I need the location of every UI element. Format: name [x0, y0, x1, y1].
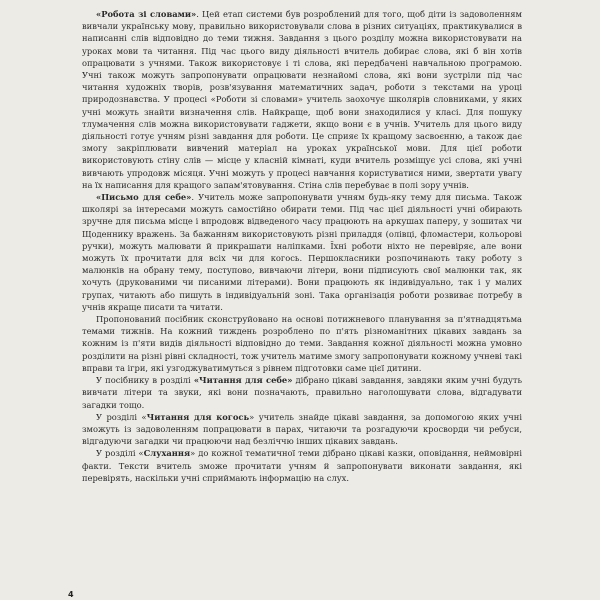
paragraph-writing-for-self	[82, 191, 522, 313]
section-title-writing-for-self: «Письмо для себе»	[96, 192, 192, 203]
paragraph-prefix: У розділі «	[96, 448, 144, 459]
section-title-word-work: «Робота зі словами»	[96, 9, 197, 19]
paragraph-text: дібрано цікаві завдання, завдяки яким учні будуть вивчати літери та звуки, які вони позначають, правильно наголошувати слова, відгадувати загадки тощо.	[82, 375, 522, 410]
paragraph-text: . Учитель може запропонувати учням будь-яку тему для письма. Також школярі за інтересами можуть самостійно обирати теми. Під час цієї діяльності учні обирають зручне для письма місце і впродовж відведеного часу працюють на аркушах паперу, у зошитах чи Щоденнику вражень. За бажанням використовують різні приладдя (олівці, фломастери, кольорові ручки), можуть малювати й прикрашати наліпками. Їхні роботи ніхто не перевіряє, але вони можуть їх прочитати для всіх чи для когось. Першокласники розпочинають таку роботу з малюнків на обрану тему, поступово, вивчаючи літери, вони підписують свої малюнки так, як хочуть (друкованими чи писаними літерами). Вони працюють як індивідуально, так і у малих групах, читають або пишуть в індивідуальній зоні. Така організація роботи розвиває потребу в учнів якраще писати та читати.	[82, 192, 522, 312]
paragraph-planning	[82, 313, 522, 374]
paragraph-text: » до кожної тематичної теми дібрано цікаві казки, оповідання, неймовірні факти. Тексти вчитель зможе прочитати учням й запропонувати виконати завдання, які перевірять, наскільки учні сприймають інформацію на слух.	[82, 448, 522, 483]
paragraph-word-work	[82, 8, 522, 191]
paragraph-text: . Цей етап системи був розроблений для того, щоб діти із задоволенням вивчали українську мову, правильно використовували слова в різних ситуаціях, практикувалися в написанні слів відповідно до теми тижня. Завдання з цього розділу можна використовувати на уроках мови та читання. Під час цього виду діяльності вчитель добирає слова, які б він хотів опрацювати з учнями. Також використовує і ті слова, які передбачені навчальною програмою. Учні також можуть запропонувати опрацювати незнайомі слова, які вони зустріли під час читання художніх творів, розв'язування математичних задач, роботи з текстами на уроці природознавства. У процесі «Роботи зі словами» учитель заохочує школярів словниками, у яких учні можуть знайти визначення слів. Найкраще, щоб вони знаходилися у класі. Для пошуку тлумачення слів можна використовувати гаджети, якщо вони є в учнів. Учитель для цього виду діяльності готує учням різні завдання для роботи. Це сприяє їх кращому засвоєнню, а також дає змогу закріплювати вивчений матеріал на уроках української мови. Для цієї роботи використовують стіну слів — місце у класній кімнаті, куди вчитель розміщує усі слова, які учні вивчають упродовж місяця. Учні можуть у процесі навчання користуватися ними, звертати увагу на їх написання для кращого запам'ятовування. Стіна слів перебуває в полі зору учнів.	[82, 9, 522, 190]
paragraph-text: Пропонований посібник сконструйовано на основі потижневого планування за п'ятнадцятьма темами тижнів. На кожний тиждень розроблено по п'ять різноманітних цікавих завдань за кожним із п'яти видів діяльності відповідно до теми. Завдання кожної діяльності можна умовно розділити на різні рівні складності, тож учитель матиме змогу запропонувати кожному учневі такі вправи та ігри, які узгоджуватимуться з рівнем підготовки саме цієї дитини.	[82, 314, 522, 373]
paragraph-text: » учитель знайде цікаві завдання, за допомогою яких учні зможуть із задоволенням попрацювати в парах, читаючи та розгадуючи кросворди чи ребуси, відгадуючи загадки чи працюючи над безліччю інших цікавих завдань.	[82, 411, 522, 447]
page-number: 4	[68, 590, 74, 599]
body-text	[82, 8, 522, 484]
section-title-listening: Слухання	[143, 448, 191, 459]
section-title-reading-for-others: Читання для когось	[146, 411, 250, 422]
section-title-reading-for-self: «Читання для себе»	[193, 375, 293, 386]
paragraph-reading-for-self	[82, 374, 522, 411]
paragraph-prefix: У посібнику в розділі	[96, 375, 194, 386]
paragraph-reading-for-others	[82, 411, 522, 448]
paragraph-listening	[82, 447, 522, 484]
paragraph-prefix: У розділі «	[96, 411, 147, 422]
